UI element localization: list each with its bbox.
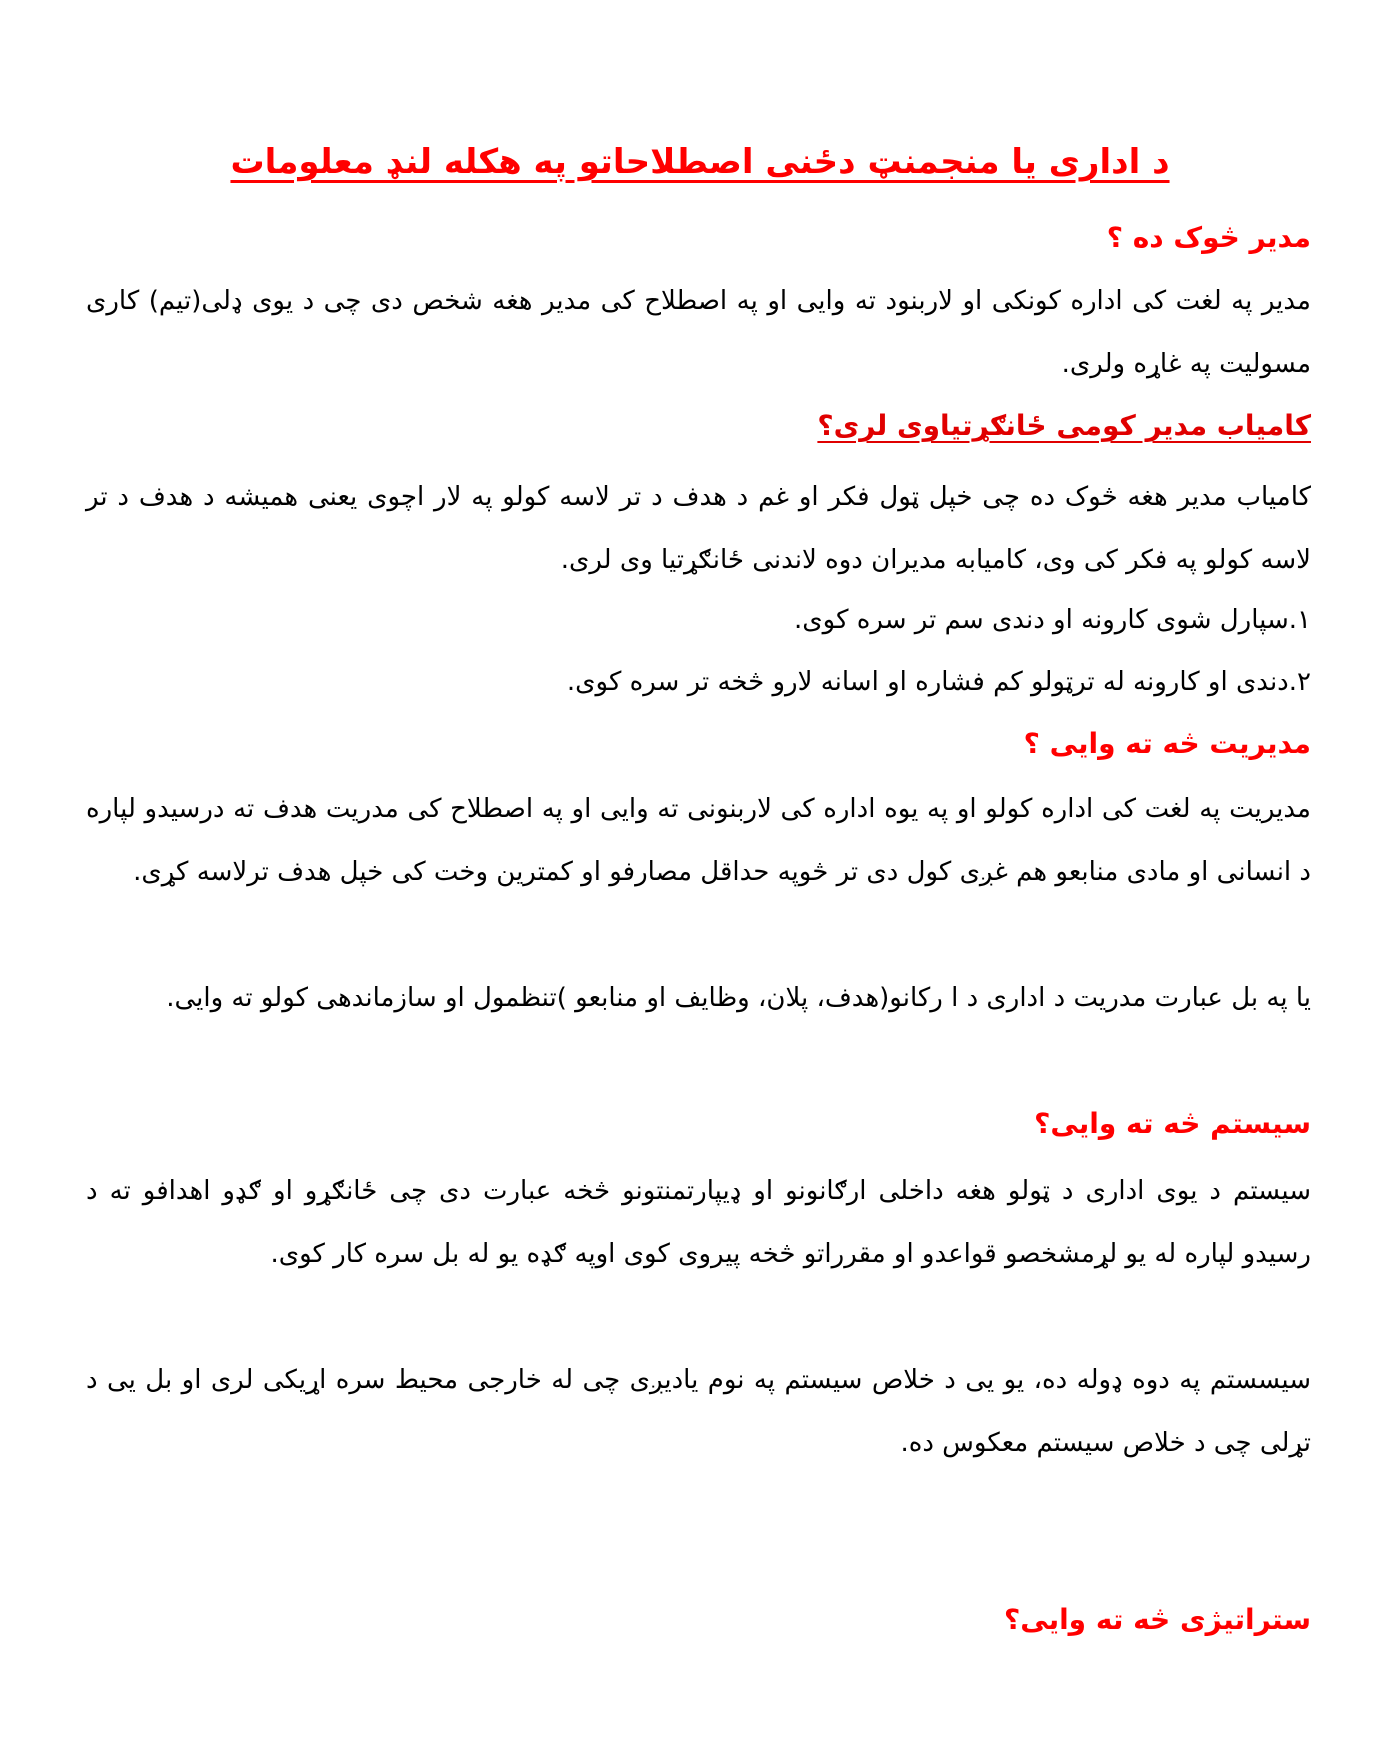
section-paragraph: سیستم د یوی اداری د ټولو هغه داخلی ارګانونو او ډیپارتمنتونو څخه عبارت دی چی ځانګړو او ګډو اهدافو ته د رسیدو لپاره له یو لړمشخصو قواعدو او مقرراتو څخه پیروی کوی اوپه ګډه یو له بل سره کار کوی. xyxy=(86,1176,1311,1269)
section-heading-successful-manager: کامیاب مدیر کومی ځانګړتیاوی لری؟ xyxy=(817,409,1311,442)
section-heading-manager: مدیر څوک ده ؟ xyxy=(1106,221,1311,254)
list-item: ١.سپارل شوی کارونه او دندی سم تر سره کوی. xyxy=(794,605,1311,635)
document-title: د اداری یا منجمنټ دځنی اصطلاحاتو په هکله لنډ معلومات xyxy=(230,142,1170,182)
section-heading-system: سیستم څه ته وایی؟ xyxy=(1034,1107,1311,1140)
list-item: ٢.دندی او کارونه له ترټولو کم فشاره او اسانه لارو څخه تر سره کوی. xyxy=(566,667,1311,697)
section-heading-strategy: ستراتیژی څه ته وایی؟ xyxy=(1004,1603,1311,1636)
section-paragraph: سیسستم په دوه ډوله ده، یو یی د خلاص سیستم په نوم یادیږی چی له خارجی محیط سره اړیکی لری او بل یی د تړلی چی د خلاص سیستم معکوس ده. xyxy=(86,1365,1311,1458)
section-paragraph: مدیریت په لغت کی اداره کولو او په یوه اداره کی لاربنونی ته وایی او په اصطلاح کی مدریت هدف ته درسیدو لپاره د انسانی او مادی منابعو هم غږی کول دی تر څوپه حداقل مصارفو او کمترین وخت کی خپل هدف ترلاسه کړی. xyxy=(86,794,1311,887)
section-heading-management: مدیریت څه ته وایی ؟ xyxy=(1023,727,1311,760)
section-paragraph: یا په بل عبارت مدریت د اداری د ا رکانو(هدف، پلان، وظایف او منابعو )تنظمول او سازماندهی کولو ته وایی. xyxy=(166,983,1311,1013)
section-paragraph: مدیر په لغت کی اداره کونکی او لاربنود ته وایی او په اصطلاح کی مدیر هغه شخص دی چی د یوی ډلی(تیم) کاری مسولیت په غاړه ولری. xyxy=(86,286,1311,379)
section-paragraph: کامیاب مدیر هغه څوک ده چی خپل ټول فکر او غم د هدف د تر لاسه کولو په لار اچوی یعنی همیشه د هدف د تر لاسه کولو په فکر کی وی، کامیابه مدیران دوه لاندنی ځانګړتیا وی لری. xyxy=(86,482,1311,575)
